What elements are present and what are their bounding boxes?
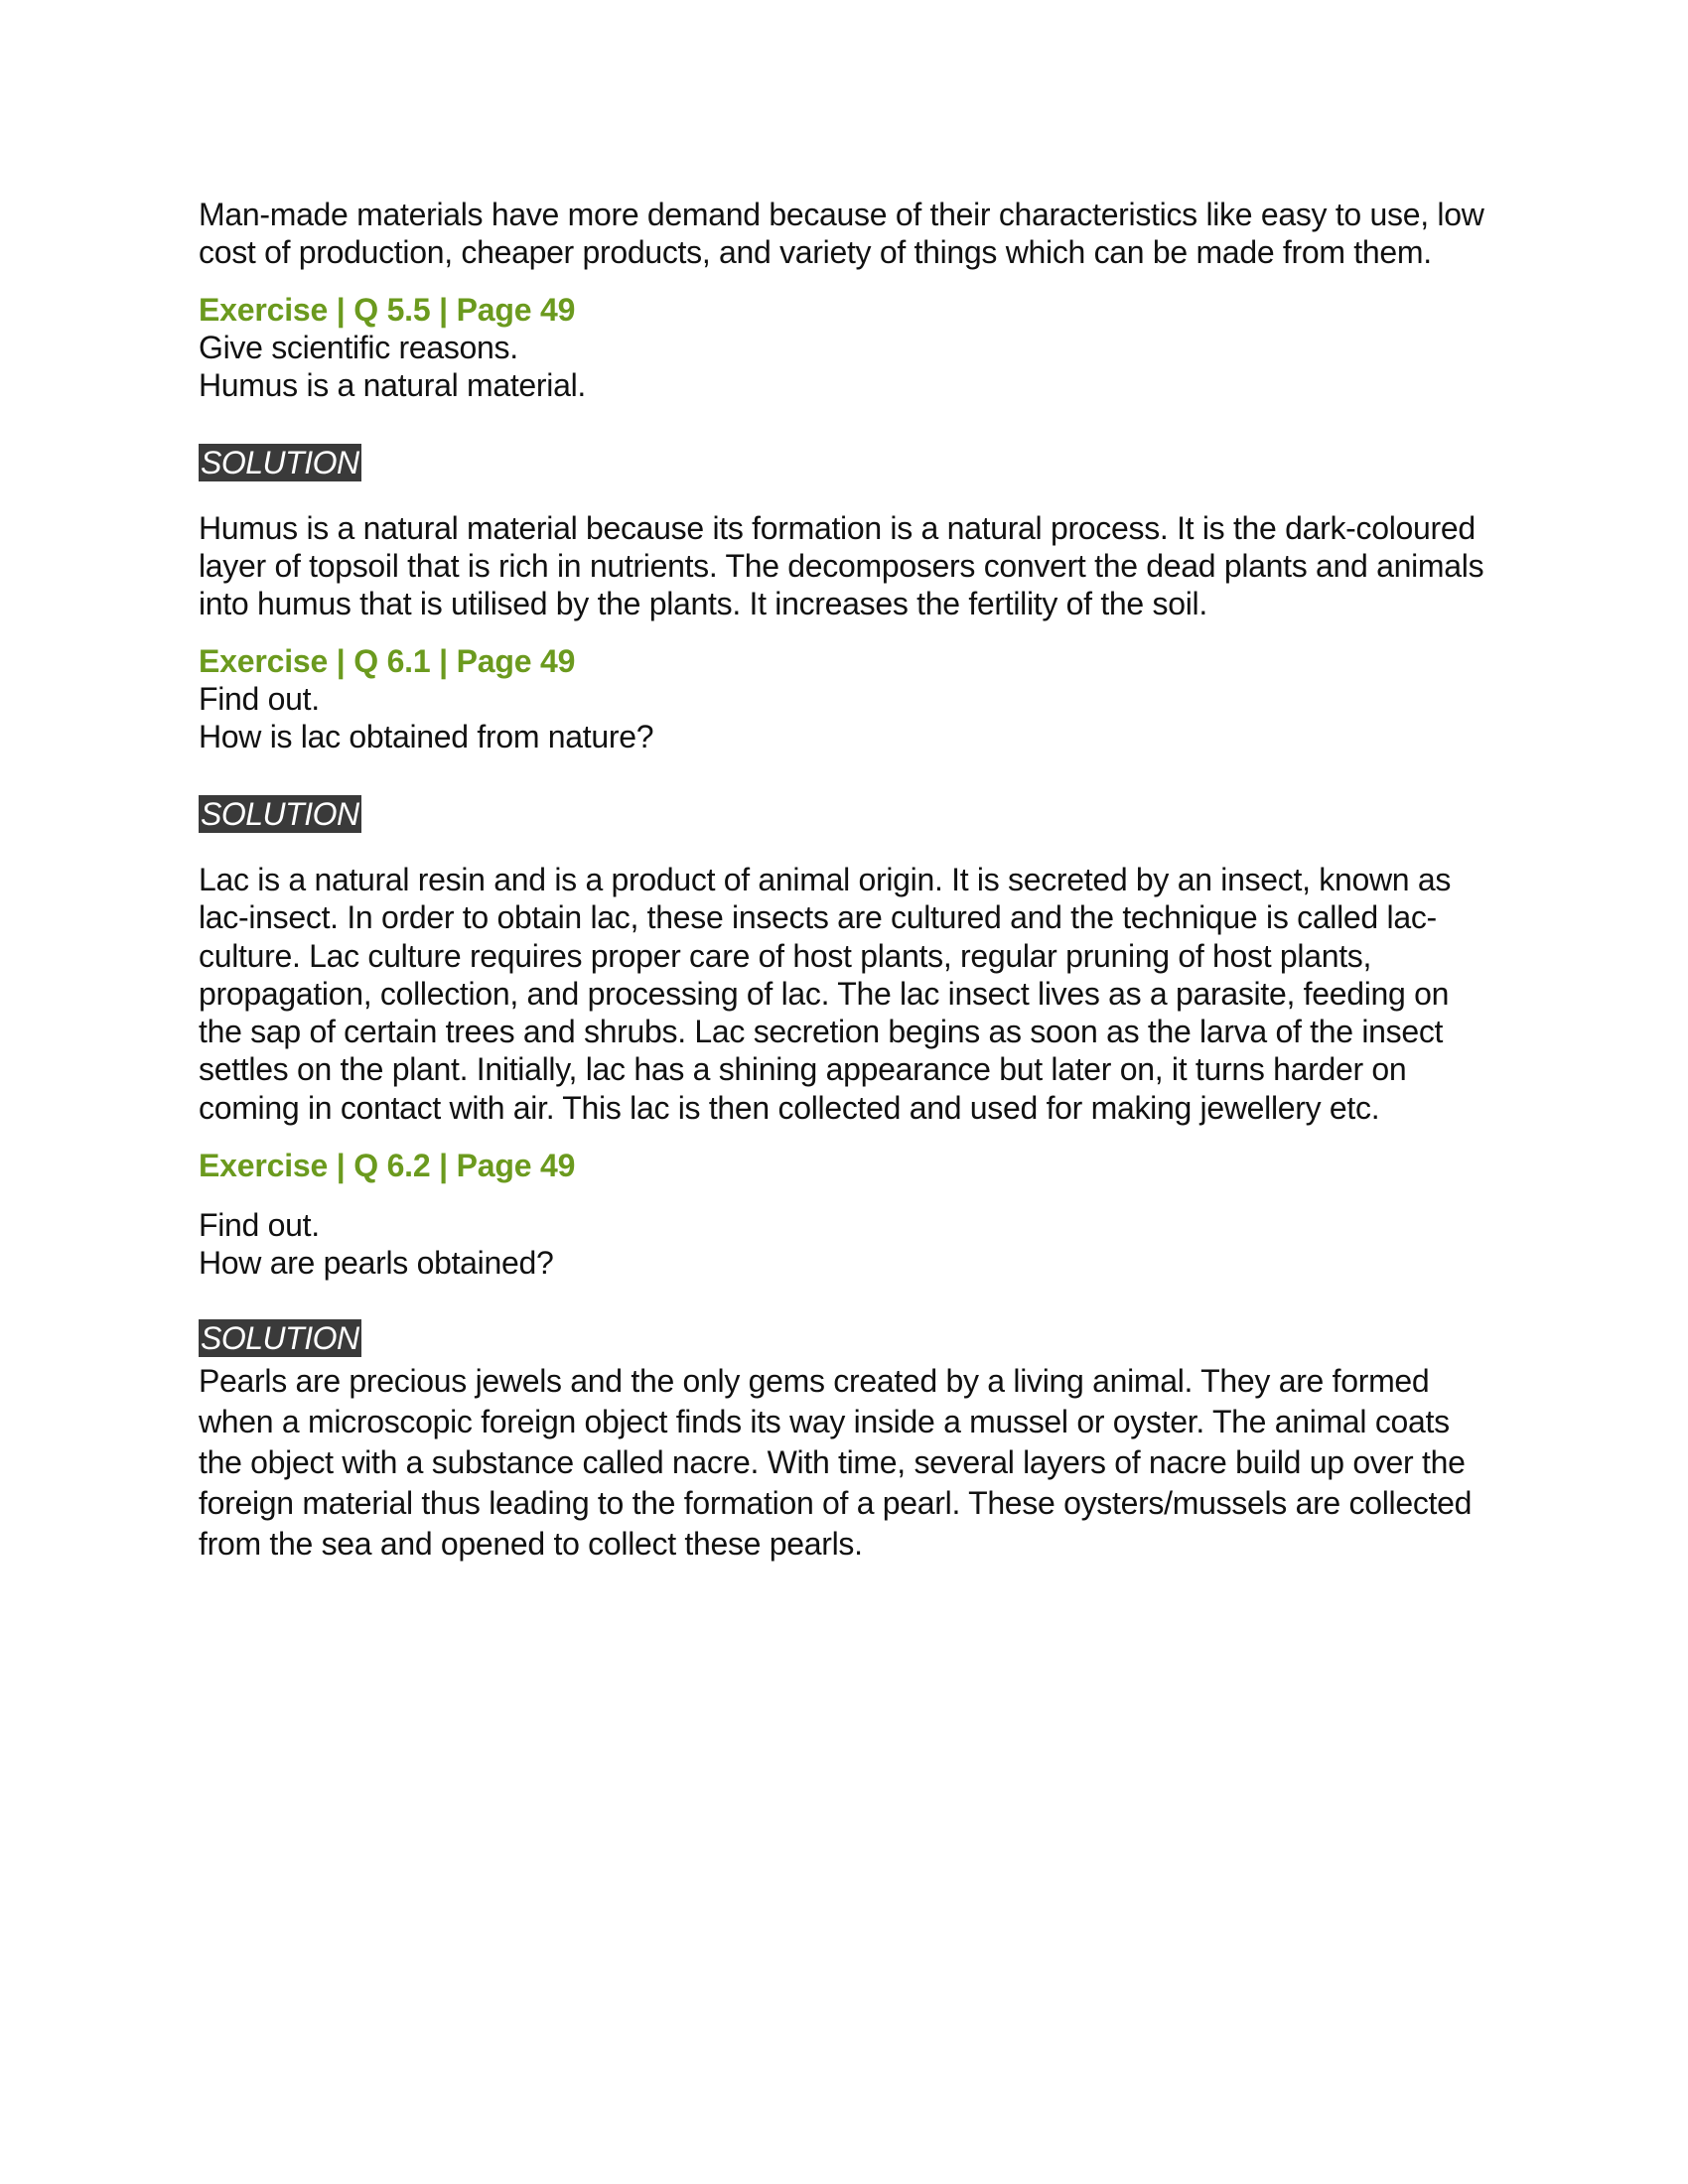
solution-text: Pearls are precious jewels and the only gems created by a living animal. They are formed when a microscopic foreign object finds its way inside a mussel or oyster. The animal coats the object with a substance called nacre. With time, several layers of nacre build up over the foreign material thus leading to the formation of a pearl. These oysters/mussels are collected from the sea and opened to collect these pearls. [199, 1363, 1473, 1563]
question-heading: Exercise | Q 5.5 | Page 49 [199, 292, 576, 328]
solution-badge: SOLUTION [201, 796, 359, 832]
question-block-6-1 [199, 642, 1489, 1127]
solution-badge: SOLUTION [201, 445, 359, 480]
solution-text: Lac is a natural resin and is a product of animal origin. It is secreted by an insect, known as lac-insect. In order to obtain lac, these insects are cultured and the technique is called lac-culture. Lac culture requires proper care of host plants, regular pruning of host plants, propagation, collection, and processing of lac. The lac insect lives as a parasite, feeding on the sap of certain trees and shrubs. Lac secretion begins as soon as the larva of the insect settles on the plant. Initially, lac has a shining appearance but later on, it turns harder on coming in contact with air. This lac is then collected and used for making jewellery etc. [199, 862, 1452, 1126]
solution-badge: SOLUTION [201, 1320, 359, 1357]
solution-label-wrap [199, 1319, 1489, 1359]
solution-wrap [199, 861, 1489, 1127]
solution-label-wrap [199, 795, 1489, 835]
question-heading: Exercise | Q 6.1 | Page 49 [199, 643, 576, 679]
question-text: How are pearls obtained? [199, 1245, 554, 1282]
document-page [199, 196, 1489, 1565]
solution-label-wrap [199, 444, 1489, 483]
question-text: Humus is a natural material. [199, 367, 586, 403]
solution-wrap [199, 1361, 1489, 1565]
question-prompt: Find out. [199, 1207, 320, 1244]
question-prompt: Give scientific reasons. [199, 330, 518, 365]
question-heading: Exercise | Q 6.2 | Page 49 [199, 1148, 576, 1184]
question-block-6-2 [199, 1147, 1489, 1565]
question-block-5-5 [199, 291, 1489, 622]
question-text: How is lac obtained from nature? [199, 719, 654, 754]
intro-paragraph: Man-made materials have more demand because of their characteristics like easy to use, low cost of production, cheaper products, and variety of things which can be made from them. [199, 197, 1484, 270]
solution-text: Humus is a natural material because its formation is a natural process. It is the dark-coloured layer of topsoil that is rich in nutrients. The decomposers convert the dead plants and animals into humus that is utilised by the plants. It increases the fertility of the soil. [199, 510, 1484, 621]
question-prompt: Find out. [199, 681, 320, 717]
